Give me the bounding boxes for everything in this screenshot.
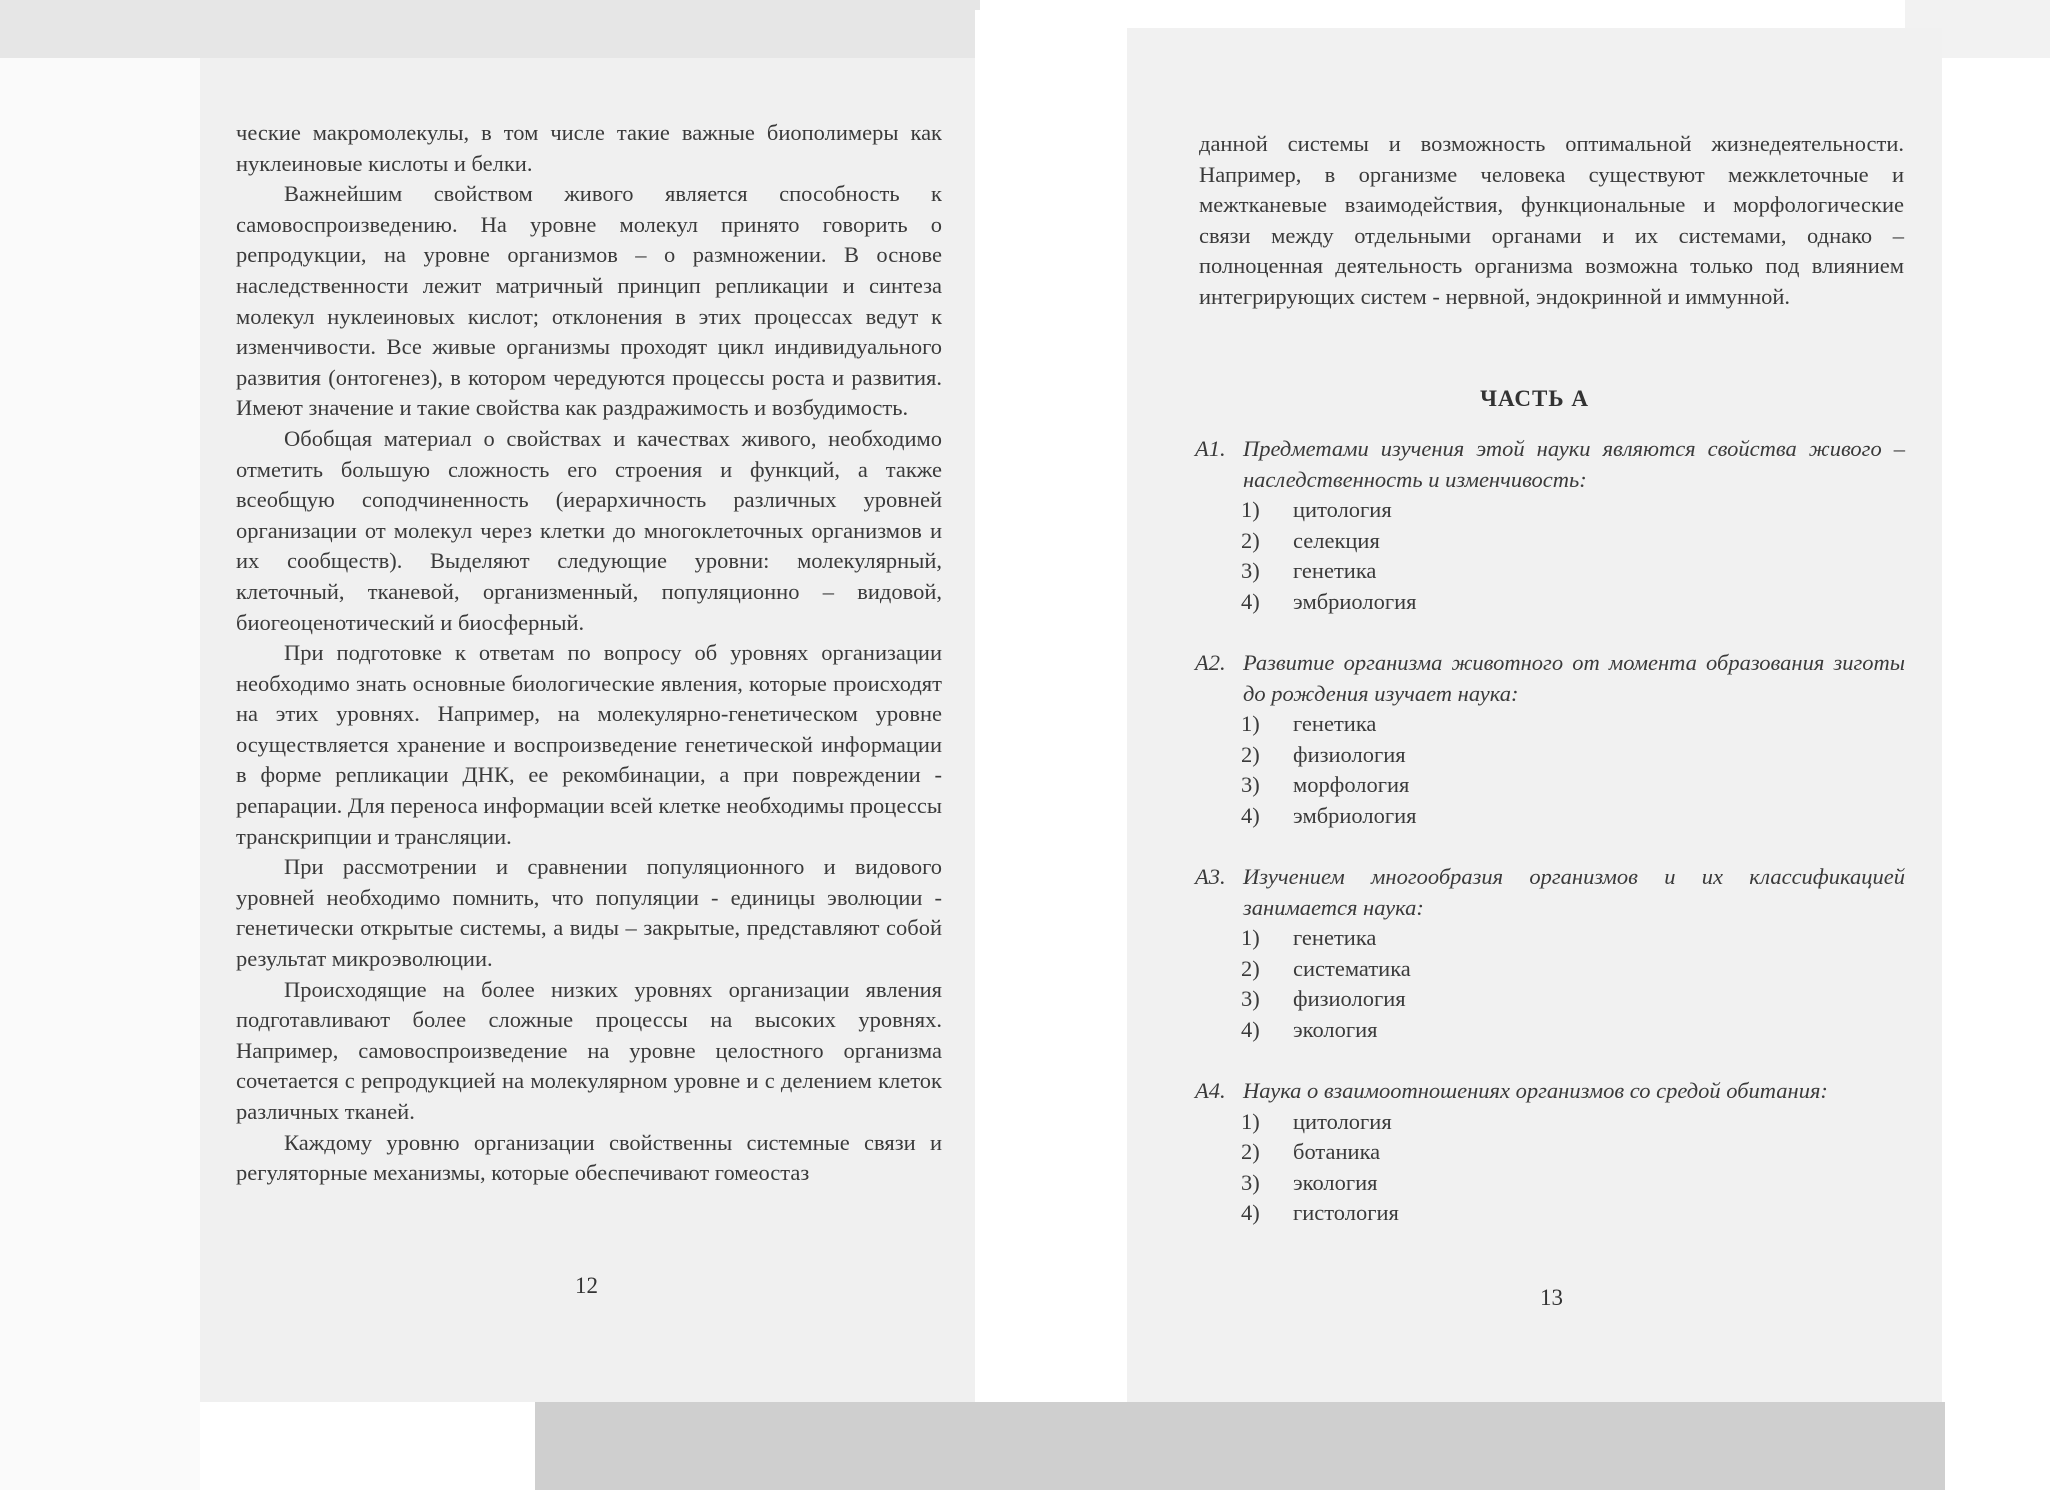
- scan-bottom-shadow: [535, 1402, 1945, 1490]
- section-title: ЧАСТЬ А: [1480, 386, 1589, 411]
- question-text: [1195, 434, 1905, 495]
- question-number: А1.: [1195, 436, 1226, 461]
- paragraph: Каждому уровню организации свойственны системные связи и регуляторные механизмы, которые обеспечивают гомеостаз: [236, 1129, 942, 1186]
- answer-option: 4) гистология: [1241, 1200, 1399, 1226]
- scan-top-shadow: [0, 0, 980, 58]
- answer-option: 3) генетика: [1241, 558, 1377, 584]
- question-a1: [1195, 434, 1905, 618]
- question-stem: Изучением многообразия организмов и их классификацией занимается наука:: [1243, 864, 1905, 920]
- page-number-right: 13: [1540, 1285, 1563, 1310]
- paragraph: Происходящие на более низких уровнях организации явления подготавливают более сложные процессы на высоких уровнях. Например, самовоспроизведение на уровне целостного организма сочетается с репродукцией на молекулярном уровне и с делением клеток различных тканей.: [236, 976, 942, 1124]
- answer-option: 2) систематика: [1241, 955, 1411, 981]
- answer-option: 2) селекция: [1241, 527, 1380, 553]
- answer-option: 1) генетика: [1241, 925, 1377, 951]
- question-stem: Наука о взаимоотношениях организмов со средой обитания:: [1243, 1078, 1828, 1103]
- answer-option: 4) экология: [1241, 1016, 1378, 1042]
- paragraph: При подготовке к ответам по вопросу об уровнях организации необходимо знать основные биологические явления, которые происходят на этих уровнях. Например, на молекулярно-генетическом уровне осуществляется хранение и воспроизведение генетической информации в форме репликации ДНК, ее рекомбинации, а при повреждении - репарации. Для переноса информации всей клетке необходимы процессы транскрипции и трансляции.: [236, 640, 942, 849]
- answer-options: [1195, 923, 1905, 1045]
- answer-option: 1) цитология: [1241, 1108, 1392, 1134]
- answer-options: [1195, 1107, 1905, 1229]
- paragraph: ческие макромолекулы, в том числе такие важные биополимеры как нуклеиновые кислоты и белки.: [236, 120, 942, 176]
- left-page: [200, 58, 975, 1402]
- answer-option: 4) эмбриология: [1241, 588, 1417, 614]
- answer-option: 1) генетика: [1241, 711, 1377, 737]
- question-text: [1195, 1076, 1905, 1107]
- question-a3: [1195, 862, 1905, 1046]
- answer-option: 1) цитология: [1241, 497, 1392, 523]
- question-text: [1195, 648, 1905, 709]
- page-number-left: 12: [575, 1273, 598, 1298]
- question-text: [1195, 862, 1905, 923]
- left-page-body: [236, 118, 942, 1189]
- answer-option: 2) ботаника: [1241, 1139, 1381, 1165]
- answer-options: [1195, 709, 1905, 831]
- question-number: А2.: [1195, 650, 1226, 675]
- answer-option: 4) эмбриология: [1241, 802, 1417, 828]
- question-stem: Предметами изучения этой науки являются свойства живого – наследственность и изменчивость:: [1243, 436, 1905, 492]
- answer-options: [1195, 495, 1905, 617]
- book-gutter: [975, 10, 1127, 1402]
- answer-option: 3) физиология: [1241, 986, 1406, 1012]
- paragraph: При рассмотрении и сравнении популяционного и видового уровней необходимо помнить, что популяции - единицы эволюции - генетически открытые системы, а виды – закрытые, представляют собой результат микроэволюции.: [236, 854, 942, 972]
- answer-option: 2) физиология: [1241, 741, 1406, 767]
- answer-option: 3) экология: [1241, 1169, 1378, 1195]
- question-number: А3.: [1195, 864, 1226, 889]
- right-page: [1127, 28, 1942, 1402]
- question-number: А4.: [1195, 1078, 1226, 1103]
- question-a2: [1195, 648, 1905, 832]
- answer-option: 3) морфология: [1241, 772, 1410, 798]
- scan-left-margin: [0, 58, 200, 1490]
- question-stem: Развитие организма животного от момента образования зиготы до рождения изучает наука:: [1243, 650, 1905, 706]
- paragraph: Важнейшим свойством живого является способность к самовоспроизведению. На уровне молекул принято говорить о репродукции, на уровне организмов – о размножении. В основе наследственности лежит матричный принцип репликации и синтеза молекул нуклеиновых кислот; отклонения в этих процессах ведут к изменчивости. Все живые организмы проходят цикл индивидуального развития (онтогенез), в котором чередуются процессы роста и развития. Имеют значение и такие свойства как раздражимость и возбудимость.: [236, 181, 942, 421]
- question-a4: [1195, 1076, 1905, 1229]
- paragraph: Обобщая материал о свойствах и качествах живого, необходимо отметить большую сложность его строения и функций, а также всеобщую соподчиненность (иерархичность различных уровней организации от молекул через клетки до многоклеточных организмов и их сообществ). Выделяют следующие уровни: молекулярный, клеточный, тканевой, организменный, популяционно – видовой, биогеоценотический и биосферный.: [236, 425, 942, 635]
- paragraph: данной системы и возможность оптимальной жизнедеятельности. Например, в организме человека существуют межклеточные и межтканевые взаимодействия, функциональные и морфологические связи между отдельными органами и их системами, однако – полноценная деятельность организма возможна только под влиянием интегрирующих систем - нервной, эндокринной и иммунной.: [1199, 131, 1904, 309]
- right-page-intro: [1199, 129, 1904, 313]
